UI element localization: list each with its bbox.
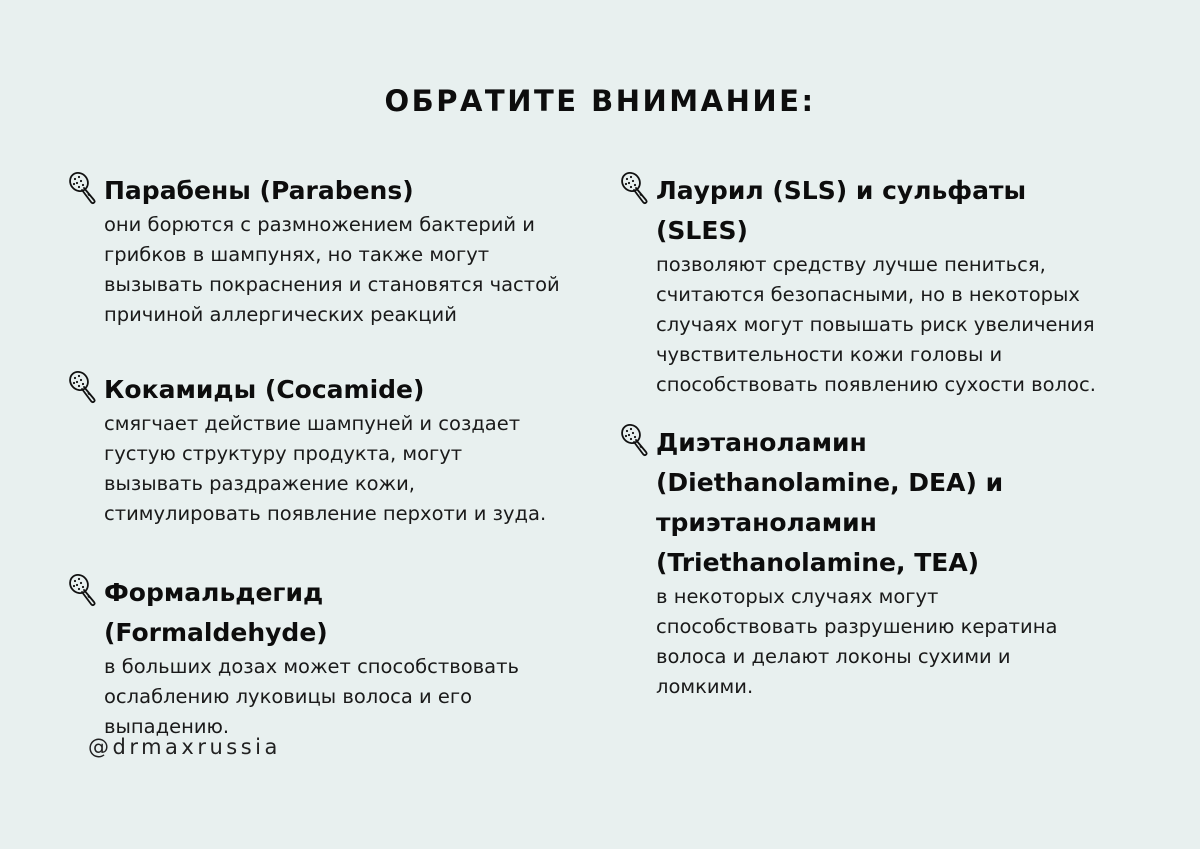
ingredient-title: Парабены (Parabens) [104,176,414,205]
ingredient-title: Лаурил (SLS) и сульфаты (SLES) [656,176,1027,245]
ingredient-title: Кокамиды (Cocamide) [104,375,425,404]
page-title: ОБРАТИТЕ ВНИМАНИЕ: [384,84,816,118]
ingredient-parabens [68,171,568,330]
ingredient-description: позволяют средству лучше пениться, считаются безопасными, но в некоторых случаях могут повышать риск увеличения чувствительности кожи головы и способствовать появлению сухости волос. [656,253,1096,396]
ingredient-title: Формальдегид (Formaldehyde) [104,578,328,647]
ingredient-description: смягчает действие шампуней и создает густую структуру продукта, могут вызывать раздражение кожи, стимулировать появление перхоти и зуда. [104,412,547,525]
hair-brush-icon [620,423,650,461]
ingredient-description: в больших дозах может способствовать ослаблению луковицы волоса и его выпадению. [104,655,519,738]
hair-brush-icon [68,171,98,209]
ingredient-description: в некоторых случаях могут способствовать разрушению кератина волоса и делают локоны сухими и ломкими. [656,585,1058,698]
hair-brush-icon [68,573,98,611]
social-handle: @drmaxrussia [88,735,281,759]
ingredient-formaldehyde [68,573,553,742]
ingredient-sls-sles [620,171,1100,400]
ingredient-dea-tea [620,423,1090,702]
hair-brush-icon [620,171,650,209]
ingredient-title: Диэтаноламин (Diethanolamine, DEA) и триэтаноламин (Triethanolamine, TEA) [656,428,1004,577]
ingredient-cocamide [68,370,558,529]
hair-brush-icon [68,370,98,408]
ingredient-description: они борются с размножением бактерий и грибков в шампунях, но также могут вызывать покраснения и становятся частой причиной аллергических реакций [104,213,560,326]
